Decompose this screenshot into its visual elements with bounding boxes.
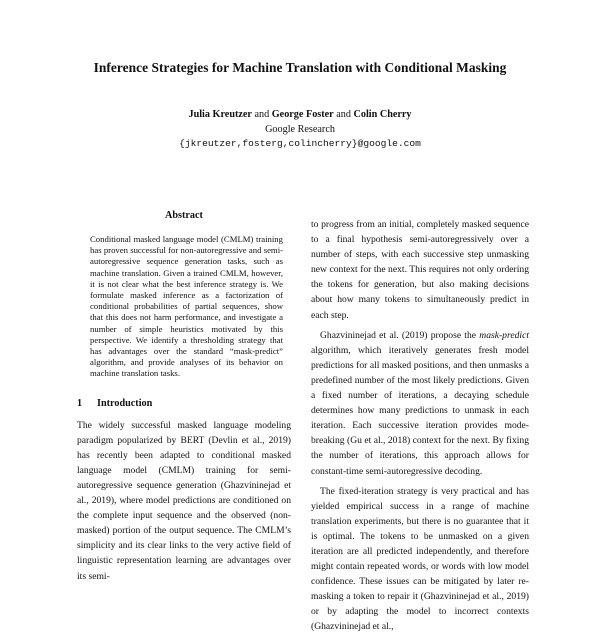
section-number: 1 <box>77 397 83 409</box>
paragraph-text: algorithm, which iteratively generates fresh model predictions for all masked positions, and then unmasks a predefined number of the most likely predictions. Given a fixed number of iterations, a decaying schedule determines how many predictions to unmask in each iteration. Each successive iteration provides mode-breaking (Gu et al., 2018) context for the next. By fixing the number of iterations, this approach allows for constant-time semi-autoregressive decoding. <box>311 344 529 477</box>
left-column <box>77 210 291 584</box>
body-paragraph: to progress from an initial, completely masked sequence to a final hypothesis semi-autoregressively over a number of steps, with each successive step unmasking new context for the next. This requires not only ordering the tokens for generation, but also making decisions about how many tokens to simultaneously predict in each step. <box>311 219 529 321</box>
author-3: Colin Cherry <box>353 109 412 120</box>
abstract-heading: Abstract <box>165 210 203 221</box>
algorithm-name: mask-predict <box>479 329 529 341</box>
abstract-text: Conditional masked language model (CMLM) training has proven successful for non-autoregressive and semi-autoregressive sequence generation tasks, such as machine translation. Given a trained CMLM, however, it is not clear what the best inference strategy is. We formulate masked inference as a factorization of conditional probabilities of partial sequences, show that this does not harm performance, and investigate a number of simple heuristics motivated by this perspective. We identify a thresholding strategy that has advantages over the standard “mask-predict” algorithm, and provide analyses of its behavior on machine translation tasks. <box>90 234 283 379</box>
author-separator: and <box>254 109 270 120</box>
body-paragraph: The fixed-iteration strategy is very practical and has yielded empirical success in a range of machine translation experiments, but there is no guarantee that it is optimal. The tokens to be unmasked on a given iteration are all predicted independently, and therefore might contain repeated words, or words with low model confidence. These issues can be mitigated by later re-masking a token to repair it (Ghazvininejad et al., 2019) or by adapting the model to incorrect contexts (Ghazvininejad et al., <box>311 485 529 633</box>
paragraph-text: Ghazvininejad et al. (2019) propose the <box>320 329 480 341</box>
author-separator: and <box>336 109 351 120</box>
section-heading <box>77 398 291 409</box>
paper-title: Inference Strategies for Machine Translation with Conditional Masking <box>93 60 507 75</box>
body-paragraph <box>311 328 529 479</box>
right-column <box>311 217 529 635</box>
section-title: Introduction <box>97 397 153 409</box>
author-emails: {jkreutzer,fosterg,colincherry}@google.com <box>179 138 421 149</box>
intro-paragraph: The widely successful masked language modeling paradigm popularized by BERT (Devlin et al., 2019) has recently been adapted to conditional masked language model (CMLM) training for semi-autoregressive sequence generation (Ghazvininejad et al., 2019), where model predictions are conditioned on the complete input sequence and the observed (non-masked) portion of the output sequence. The CMLM’s simplicity and its clear links to the very active field of linguistic representation learning are advantages over its semi- <box>77 419 291 582</box>
author-1: Julia Kreutzer <box>188 109 252 120</box>
author-2: George Foster <box>271 109 334 120</box>
author-line <box>0 109 600 120</box>
affiliation: Google Research <box>265 124 335 135</box>
